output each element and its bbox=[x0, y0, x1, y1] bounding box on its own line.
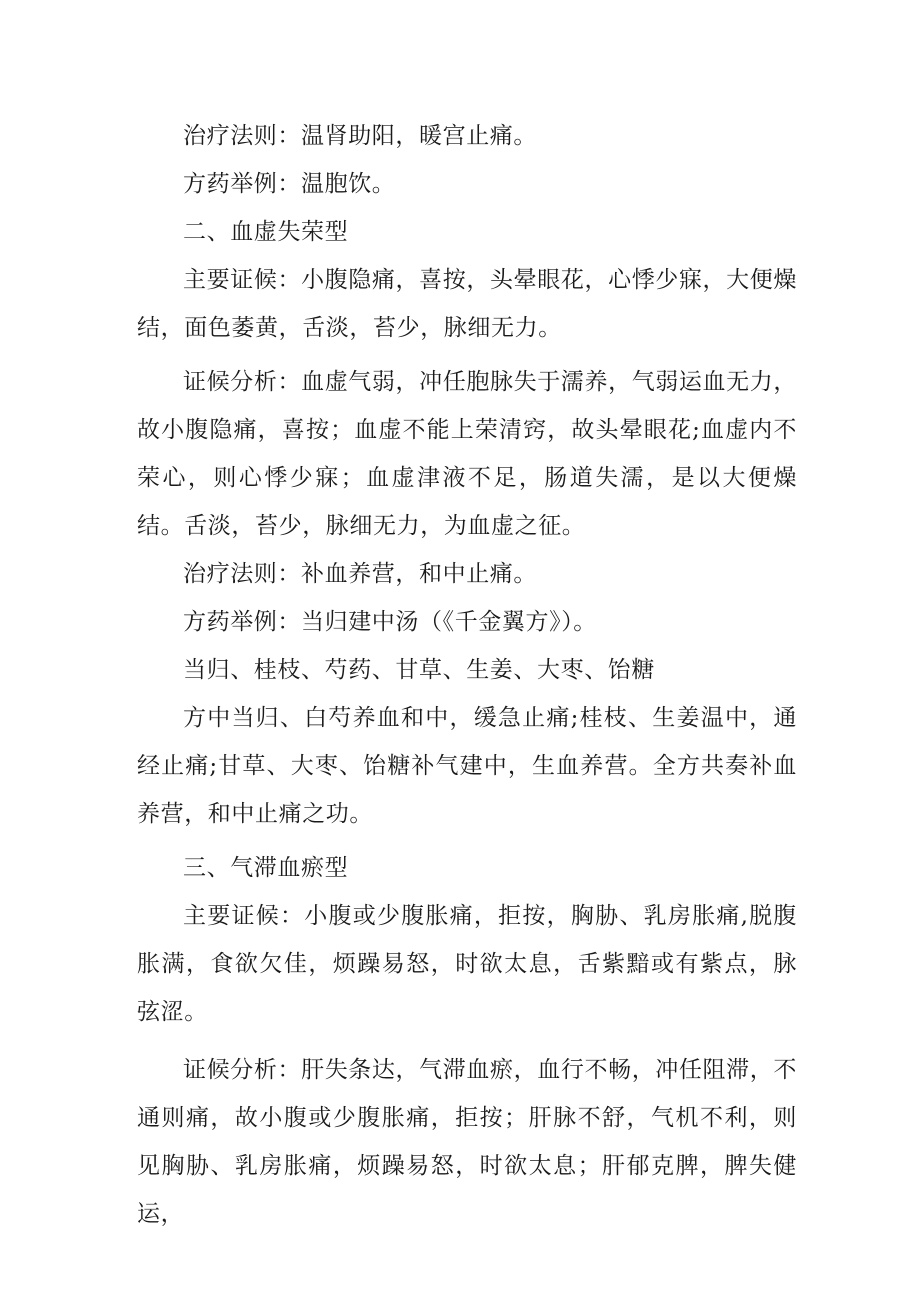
section-heading-blood-deficiency: 二、血虚失荣型 bbox=[183, 219, 349, 245]
paragraph-prescription-1: 方药举例：温胞饮。 bbox=[183, 171, 396, 197]
paragraph-formula-explanation: 方中当归、白芍养血和中，缓急止痛;桂枝、生姜温中，通经止痛;甘草、大枣、饴糖补气建中，生血养营。全方共奏补血养营，和中止痛之功。 bbox=[137, 705, 797, 827]
paragraph-treatment-principle-2: 治疗法则：补血养营，和中止痛。 bbox=[183, 561, 537, 587]
section-heading-qi-stagnation: 三、气滞血瘀型 bbox=[183, 855, 349, 881]
paragraph-syndrome-analysis-2: 证候分析：血虚气弱，冲任胞脉失于濡养，气弱运血无力，故小腹隐痛，喜按；血虚不能上荣清窍，故头晕眼花;血虚内不荣心，则心悸少寐；血虚津液不足，肠道失濡，是以大便燥结。舌淡，苔少，脉细无力，为血虚之征。 bbox=[137, 369, 797, 539]
paragraph-syndrome-analysis-3: 证候分析：肝失条达，气滞血瘀，血行不畅，冲任阻滞，不通则痛，故小腹或少腹胀痛，拒按；肝脉不舒，气机不利，则见胸胁、乳房胀痛，烦躁易怒，时欲太息；肝郁克脾，脾失健运， bbox=[137, 1057, 797, 1227]
paragraph-prescription-2: 方药举例：当归建中汤（《千金翼方》）。 bbox=[183, 609, 597, 635]
paragraph-treatment-principle-1: 治疗法则：温肾助阳，暖宫止痛。 bbox=[183, 123, 537, 149]
paragraph-main-symptoms-3: 主要证候：小腹或少腹胀痛，拒按，胸胁、乳房胀痛,脱腹胀满，食欲欠佳，烦躁易怒，时欲太息，舌紫黯或有紫点，脉弦涩。 bbox=[137, 903, 797, 1025]
paragraph-main-symptoms-2: 主要证候：小腹隐痛，喜按，头晕眼花，心悸少寐，大便燥结，面色萎黄，舌淡，苔少，脉细无力。 bbox=[137, 267, 797, 341]
body-text bbox=[137, 112, 797, 1238]
paragraph-ingredients: 当归、桂枝、芍药、甘草、生姜、大枣、饴糖 bbox=[183, 657, 655, 683]
